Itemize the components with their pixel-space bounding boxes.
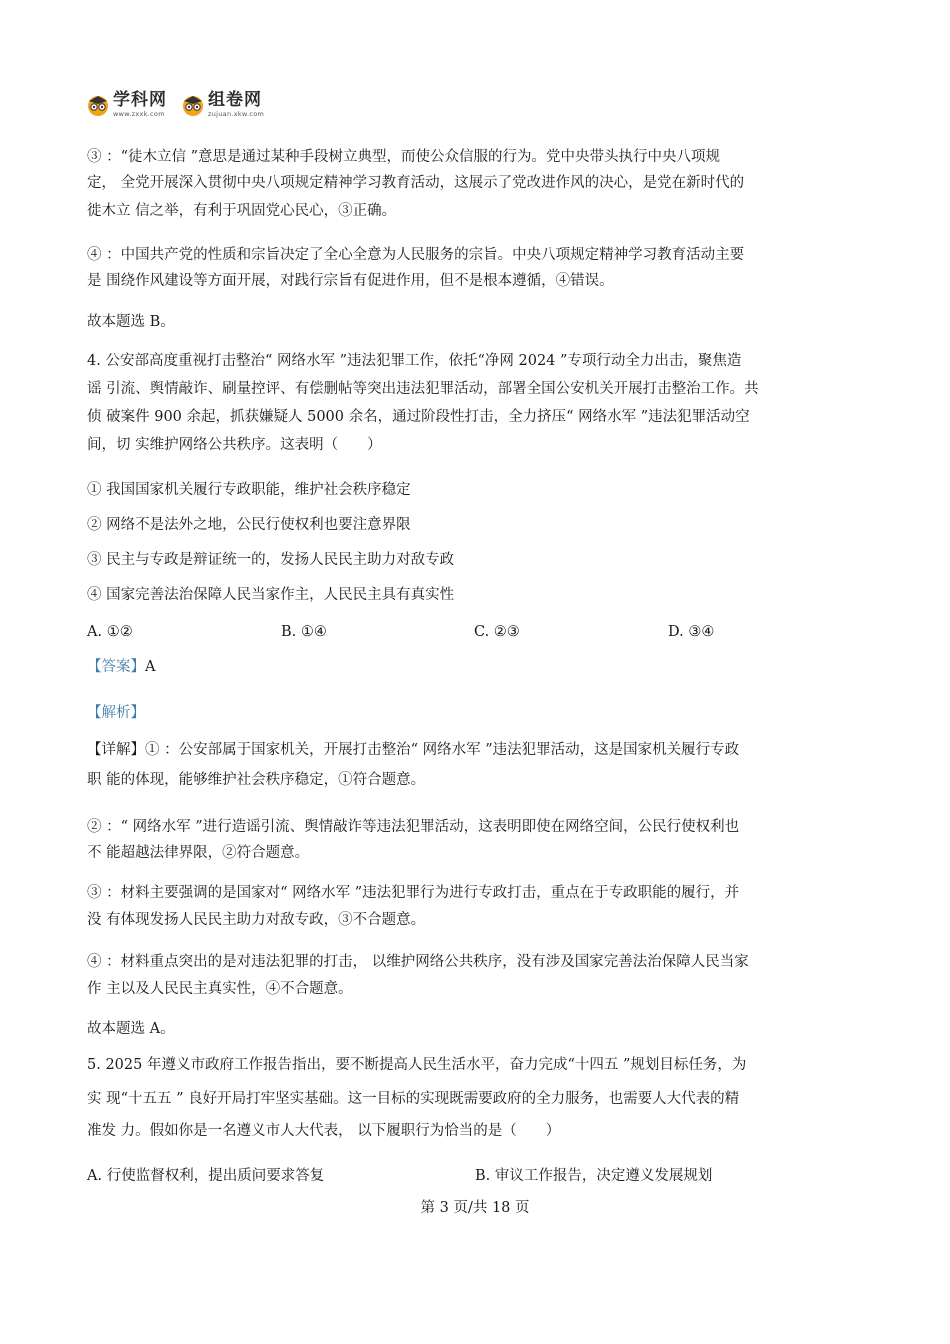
option-d: D. ③④ [668,624,715,640]
answer-label: 【答案】 [87,659,145,675]
xuekewang-logo[interactable] [86,92,167,118]
text-line: 是 围绕作风建设等方面开展，对践行宗旨有促进作用，但不是根本遵循，④错误。 [87,273,614,289]
option-a: A. ①② [87,624,133,640]
owl-icon [86,93,110,117]
analysis-line: 作 主以及人民民主真实性，④不合题意。 [87,981,353,997]
option-b: B. 审议工作报告，决定遵义发展规划 [475,1168,713,1184]
option-b: B. ①④ [281,624,327,640]
text-line: 徙木立 信之举，有利于巩固党心民心，③正确。 [87,203,397,219]
logo-name: 学科网 [113,90,167,110]
page-footer: 第 3 页/共 18 页 [420,1200,530,1216]
option-c: C. ②③ [474,624,520,640]
owl-icon [181,93,205,117]
answer-value: A [145,659,156,675]
analysis-text: ① ：公安部属于国家机关，开展打击整治“ 网络水军 ”违法犯罪活动，这是国家机关履行专政 [145,742,740,758]
question-stem: 侦 破案件 900 余起，抓获嫌疑人 5000 余名，通过阶段性打击，全力挤压“ 网络水军 ”违法犯罪活动空 [87,409,750,425]
analysis-line: 没 有体现发扬人民民主助力对敌专政，③不合题意。 [87,912,426,928]
analysis-line: 不 能超越法律界限，②符合题意。 [87,845,310,861]
zujuanwang-logo[interactable] [181,92,264,118]
text-line: 故本题选 B。 [87,314,175,330]
analysis-line [87,740,739,760]
text-line: 定， 全党开展深入贯彻中央八项规定精神学习教育活动，这展示了党改进作风的决心，是党在新时代的 [87,175,745,191]
analysis-line: ③ ：材料主要强调的是国家对“ 网络水军 ”违法犯罪行为进行专政打击，重点在于专政职能的履行，并 [87,885,740,901]
question-stem: 准发 力。假如你是一名遵义市人大代表， 以下履职行为恰当的是（ ） [87,1123,561,1139]
detail-label: 【详解】 [87,742,145,758]
text-line: ③ ：“徒木立信 ”意思是通过某种手段树立典型，而使公众信服的行为。党中央带头执行中央八项规 [87,149,721,165]
analysis-line: ④ ：材料重点突出的是对违法犯罪的打击， 以维护网络公共秩序，没有涉及国家完善法治保障人民当家 [87,954,749,970]
analysis-line: ② ：“ 网络水军 ”进行造谣引流、舆情敲诈等违法犯罪活动，这表明即使在网络空间，公民行使权利也 [87,819,740,835]
question-stem: 实 现“十五五 ” 良好开局打牢坚实基础。这一目标的实现既需要政府的全力服务，也需要人大代表的精 [87,1091,740,1107]
logo-url: www.zxxk.com [113,110,165,118]
question-stem: 4. 公安部高度重视打击整治“ 网络水军 ”违法犯罪工作，依托“净网 2024 ”专项行动全力出击，聚焦造 [87,353,742,369]
text-line: ④ ：中国共产党的性质和宗旨决定了全心全意为人民服务的宗旨。中央八项规定精神学习教育活动主要 [87,247,745,263]
logo-name: 组卷网 [208,90,262,110]
analysis-label: 【解析】 [87,705,145,721]
header-logos [86,92,264,118]
logo-url: zujuan.xkw.com [208,110,265,118]
question-stem: 5. 2025 年遵义市政府工作报告指出，要不断提高人民生活水平，奋力完成“十四五 ”规划目标任务，为 [87,1057,747,1073]
question-stem: 谣 引流、舆情敲诈、刷量控评、有偿删帖等突出违法犯罪活动，部署全国公安机关开展打击整治工作。共 [87,381,759,397]
statement-item: ③ 民主与专政是辩证统一的，发扬人民民主助力对敌专政 [87,552,455,568]
statement-item: ④ 国家完善法治保障人民当家作主，人民民主具有真实性 [87,587,455,603]
option-a: A. 行使监督权利，提出质问要求答复 [87,1168,325,1184]
statement-item: ① 我国国家机关履行专政职能，维护社会秩序稳定 [87,482,411,498]
statement-item: ② 网络不是法外之地，公民行使权利也要注意界限 [87,517,411,533]
analysis-line: 职 能的体现，能够维护社会秩序稳定，①符合题意。 [87,772,426,788]
analysis-line: 故本题选 A。 [87,1021,175,1037]
answer-line [87,657,155,677]
question-stem: 间，切 实维护网络公共秩序。这表明（ ） [87,437,382,453]
